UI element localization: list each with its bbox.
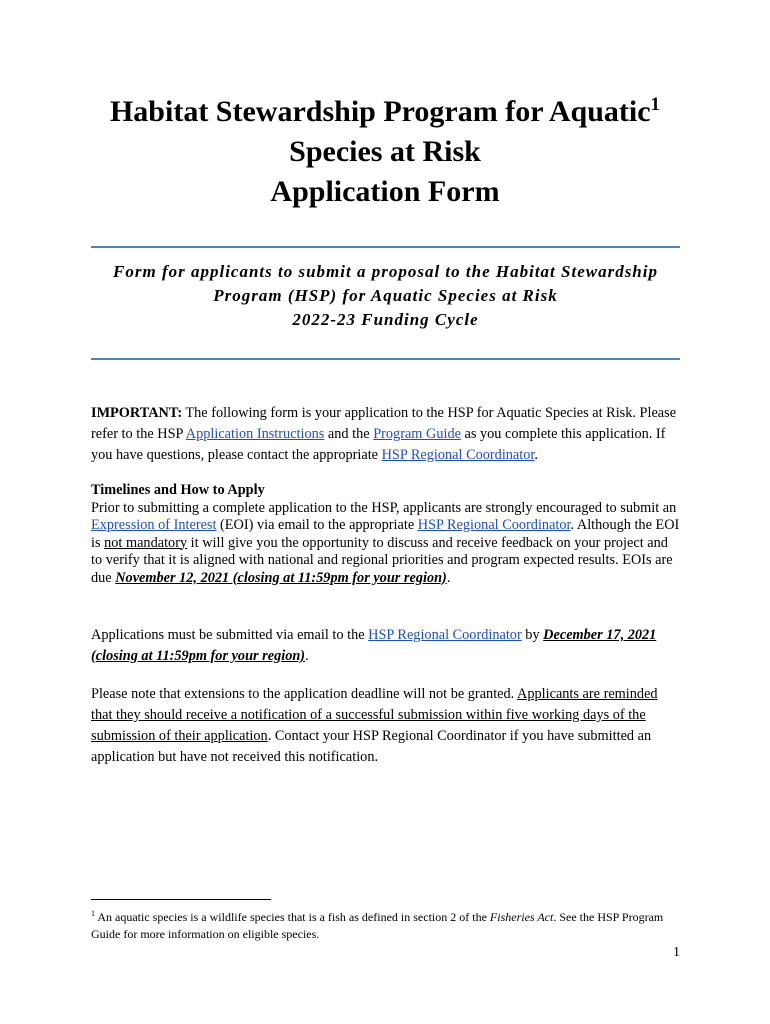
subtitle-line-1: Form for applicants to submit a proposal to the Habitat Stewardship: [113, 262, 658, 281]
page-number: 1: [673, 945, 680, 960]
title-line-2: Species at Risk: [289, 135, 481, 168]
timelines-heading: Timelines and How to Apply: [91, 482, 265, 498]
footnote: $^1$ An aquatic species is a wildlife species that is a fish as defined in section 2 of the Fisheries Act. See the HSP Program Guide for more information on eligible species.: [91, 909, 664, 941]
timelines-section: [91, 482, 681, 587]
application-deadline: December 17, 2021 (closing at 11:59pm for your region): [91, 627, 657, 664]
title-line-3: Application Form: [270, 175, 500, 208]
subtitle-line-3: 2022-23 Funding Cycle: [292, 310, 479, 329]
program-guide-link[interactable]: Program Guide: [373, 426, 461, 442]
application-instructions-link[interactable]: Application Instructions: [185, 426, 325, 442]
regional-coordinator-link-3[interactable]: HSP Regional Coordinator: [368, 627, 522, 643]
not-mandatory-text: not mandatory: [104, 534, 188, 551]
eoi-deadline: November 12, 2021 (closing at 11:59pm for your region): [115, 569, 447, 586]
title-line-1: Habitat Stewardship Program for Aquatic$^1$: [109, 94, 661, 128]
page-title: [60, 92, 710, 212]
footnote-divider: [91, 899, 271, 900]
footnote-number: 1: [91, 909, 95, 918]
important-paragraph: IMPORTANT: The following form is your application to the HSP for Aquatic Species at Risk. Please refer to the HSP Application Instructions and the Program Guide as you complete this application. If you have questions, please contact the appropriate HSP Regional Coordinator.: [91, 405, 677, 463]
subtitle: [91, 260, 680, 332]
expression-of-interest-link[interactable]: Expression of Interest: [91, 517, 217, 533]
regional-coordinator-link[interactable]: HSP Regional Coordinator: [381, 447, 535, 463]
regional-coordinator-link-2[interactable]: HSP Regional Coordinator: [417, 517, 571, 533]
timelines-paragraph: Prior to submitting a complete application to the HSP, applicants are strongly encouraged to submit an Expression of Interest (EOI) via email to the appropriate HSP Regional Coordinator. Although the EOI is not mandatory it will give you the opportunity to discuss and receive feedback on your project and to verify that it is aligned with national and regional priorities and program expected results. EOIs are due November 12, 2021 (closing at 11:59pm for your region).: [91, 499, 680, 586]
bottom-divider: [91, 358, 680, 360]
footnote-ref[interactable]: 1: [650, 94, 661, 115]
fisheries-act-title: Fisheries Act: [489, 910, 554, 924]
top-divider: [91, 246, 680, 248]
extensions-paragraph: Please note that extensions to the application deadline will not be granted. Applicants are reminded that they should receive a notification of a successful submission within five working days of the submission of their application. Contact your HSP Regional Coordinator if you have submitted an application but have not received this notification.: [91, 686, 658, 765]
subtitle-line-2: Program (HSP) for Aquatic Species at Risk: [213, 286, 558, 305]
important-label: IMPORTANT:: [91, 405, 183, 421]
notification-reminder: Applicants are reminded that they should receive a notification of a successful submission within five working days of the submission of their application: [91, 686, 658, 744]
submission-paragraph: Applications must be submitted via email to the HSP Regional Coordinator by December 17, 2021 (closing at 11:59pm for your region).: [91, 627, 657, 664]
